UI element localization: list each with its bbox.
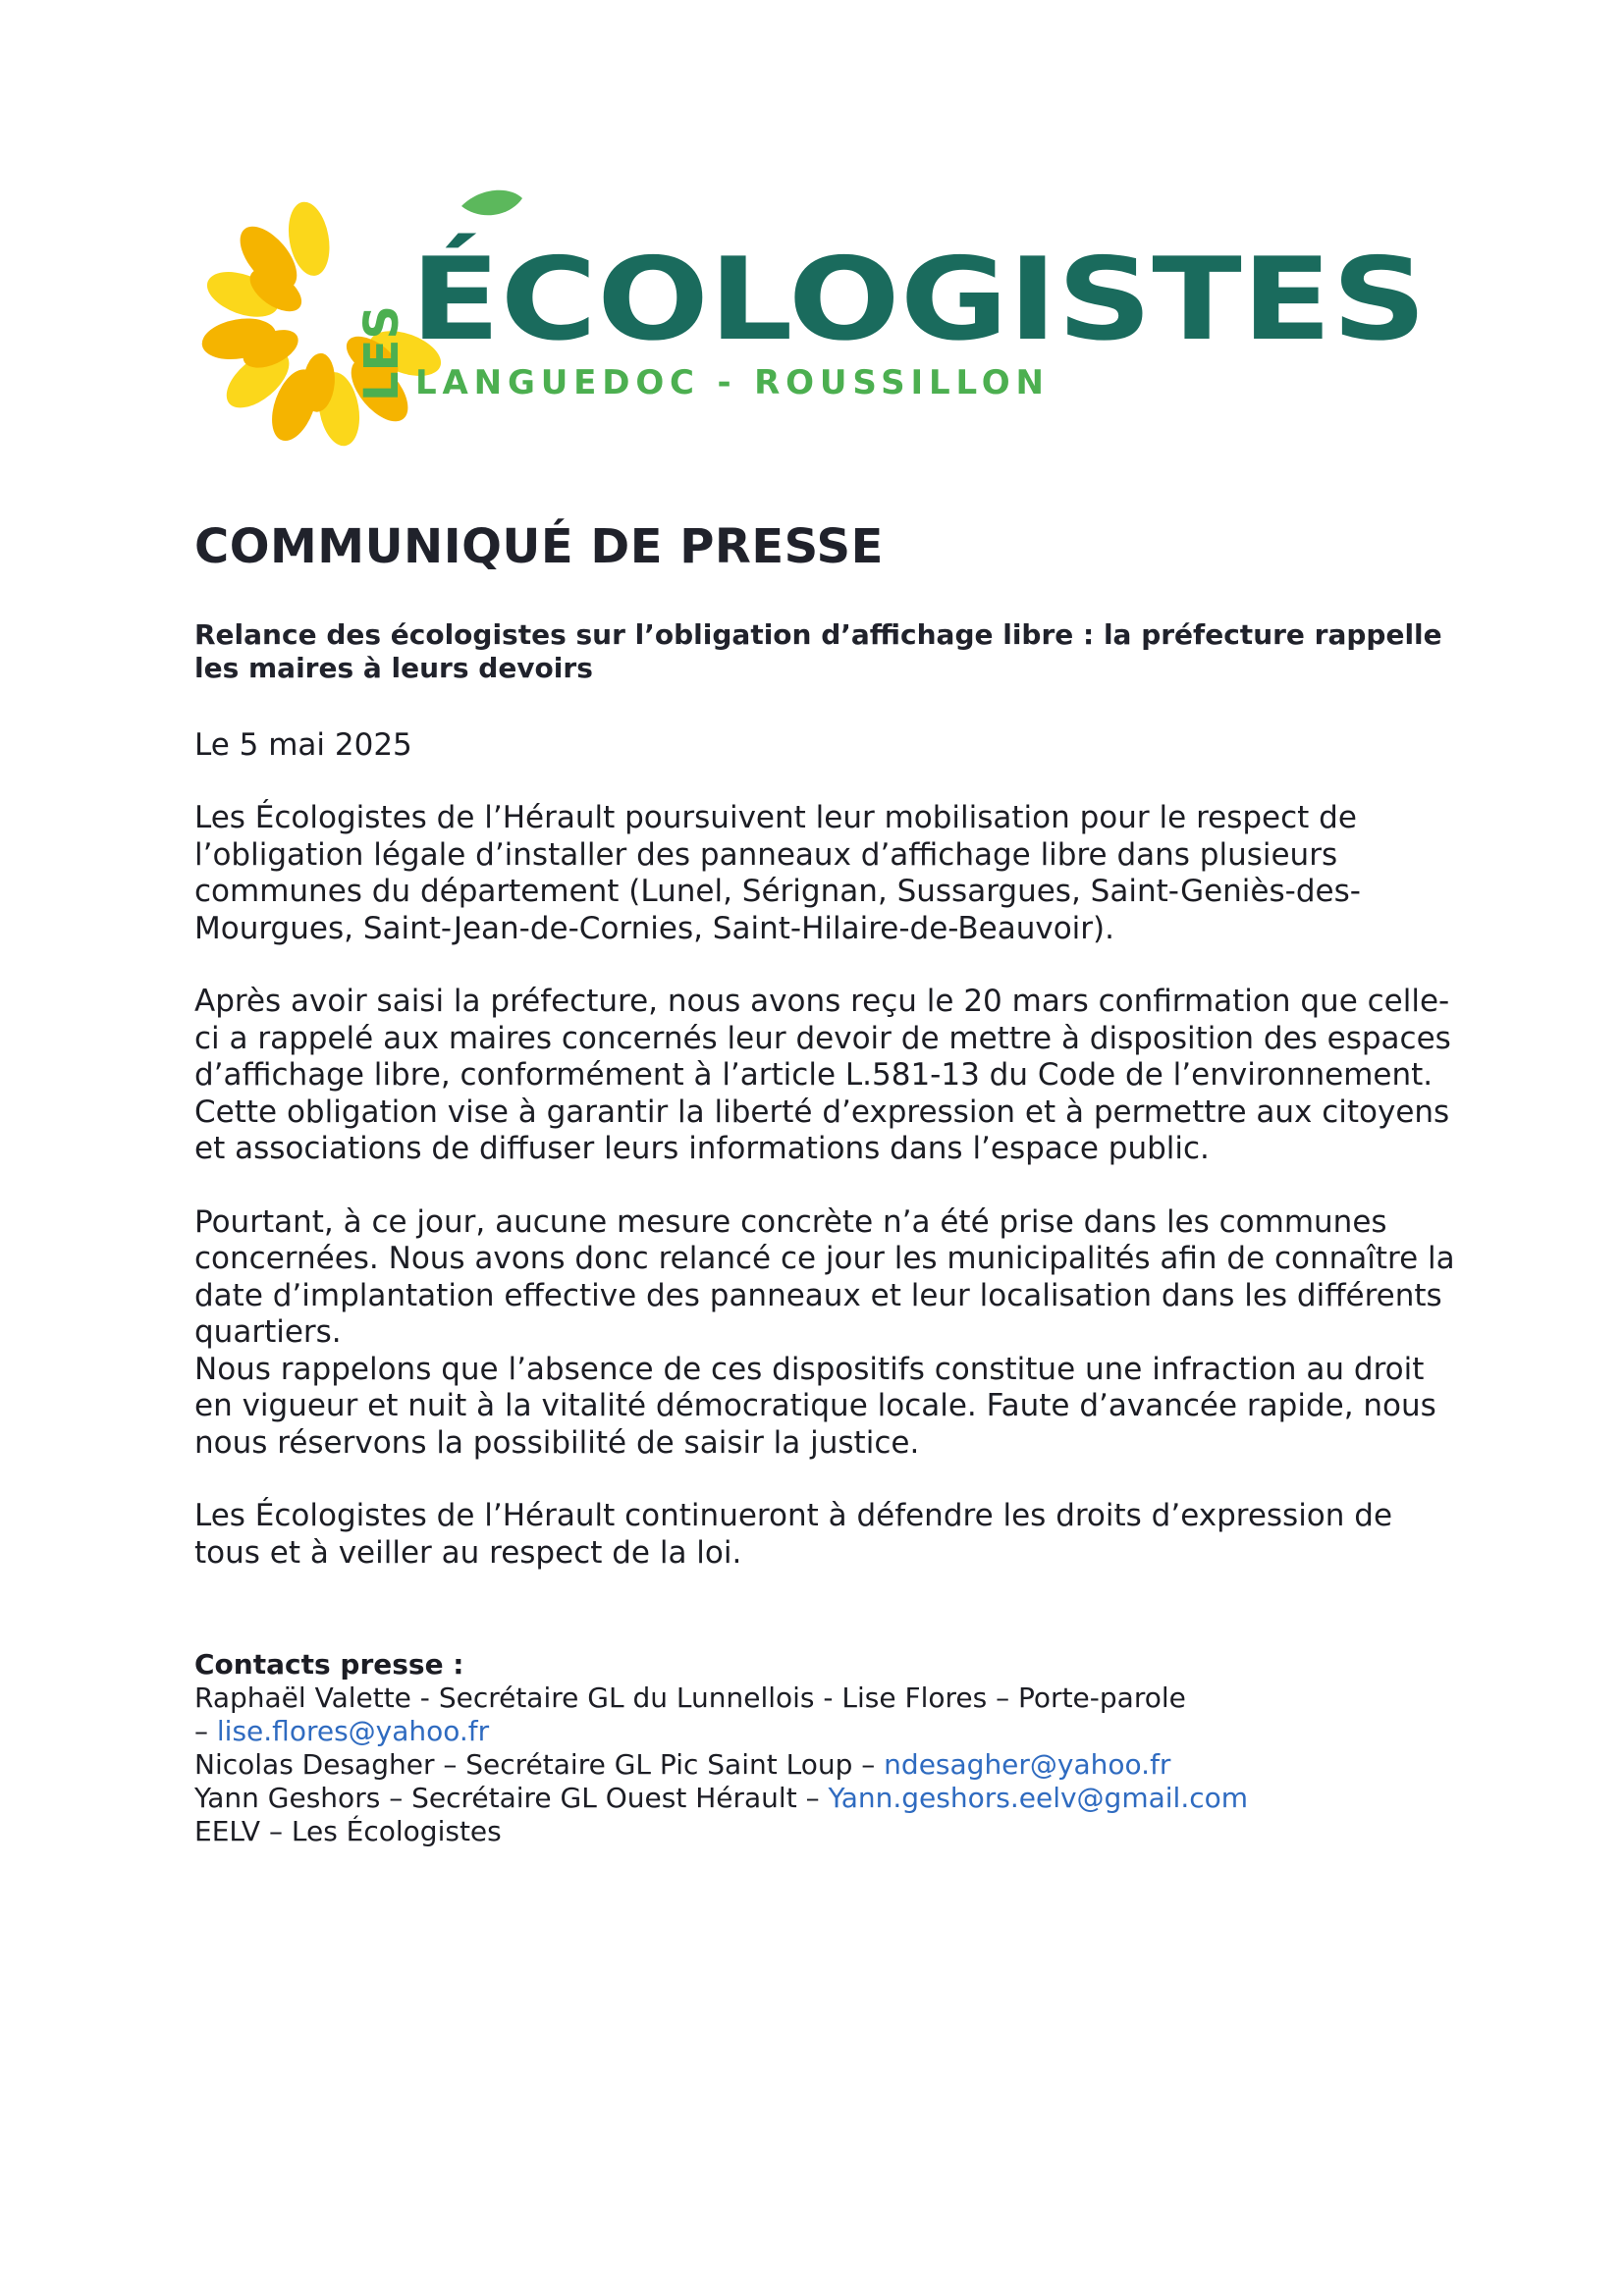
contact-line <box>194 1715 1461 1748</box>
page-title: COMMUNIQUÉ DE PRESSE <box>194 519 884 574</box>
paragraph: Après avoir saisi la préfecture, nous avons reçu le 20 mars confirmation que celle-ci a rappelé aux maires concernés leur devoir de mettre à disposition des espaces d’affichage libre, conformément à l’article L.581-13 du Code de l’environnement. Cette obligation vise à garantir la liberté d’expression et à permettre aux citoyens et associations de diffuser leurs informations dans l’espace public. <box>194 984 1451 1166</box>
contact-line <box>194 1782 1461 1815</box>
paragraph: Nous rappelons que l’absence de ces dispositifs constitue une infraction au droit en vigueur et nuit à la vitalité démocratique locale. Faute d’avancée rapide, nous nous réservons la possibilité de saisir la justice. <box>194 1351 1436 1461</box>
email-link[interactable]: ndesagher@yahoo.fr <box>884 1748 1171 1781</box>
paragraph: Les Écologistes de l’Hérault poursuivent leur mobilisation pour le respect de l’obligation légale d’installer des panneaux d’affichage libre dans plusieurs communes du département (Lunel, Sérignan, Sussargues, Saint-Geniès-des-Mourgues, Saint-Jean-de-Cornies, Saint-Hilaire-de-Beauvoir). <box>194 800 1361 946</box>
logo-graphic <box>187 187 1463 461</box>
logo <box>187 187 1463 461</box>
press-release <box>194 512 1461 1848</box>
contact-line <box>194 1682 1461 1715</box>
contact-line <box>194 1815 1461 1848</box>
contact-text: – <box>194 1715 217 1747</box>
contacts-list <box>194 1682 1461 1848</box>
paragraph: Les Écologistes de l’Hérault continueront à défendre les droits d’expression de tous et à veiller au respect de la loi. <box>194 1498 1393 1571</box>
logo-name: ÉCOLOGISTES <box>410 234 1290 366</box>
email-link[interactable]: lise.flores@yahoo.fr <box>216 1715 490 1747</box>
contact-text: EELV – Les Écologistes <box>194 1815 502 1847</box>
contact-text: Nicolas Desagher – Secrétaire GL Pic Saint Loup – <box>194 1748 885 1781</box>
subtitle: Relance des écologistes sur l’obligation d’affichage libre : la préfecture rappelle les maires à leurs devoirs <box>194 618 1442 684</box>
contact-line <box>194 1748 1461 1782</box>
release-date: Le 5 mai 2025 <box>194 727 412 763</box>
leaf-icon <box>461 190 522 215</box>
contact-text: Yann Geshors – Secrétaire GL Ouest Hérault – <box>194 1782 829 1814</box>
paragraph: Pourtant, à ce jour, aucune mesure concrète n’a été prise dans les communes concernées. Nous avons donc relancé ce jour les municipalités afin de connaître la date d’implantation effective des panneaux et leur localisation dans les différents quartiers. <box>194 1203 1455 1350</box>
logo-prefix: LES <box>354 305 409 401</box>
email-link[interactable]: Yann.geshors.eelv@gmail.com <box>828 1782 1249 1814</box>
contacts-title: Contacts presse : <box>194 1648 464 1681</box>
logo-region: LANGUEDOC - ROUSSILLON <box>415 363 1044 402</box>
contact-text: Raphaël Valette - Secrétaire GL du Lunnellois - Lise Flores – Porte-parole <box>194 1682 1186 1714</box>
